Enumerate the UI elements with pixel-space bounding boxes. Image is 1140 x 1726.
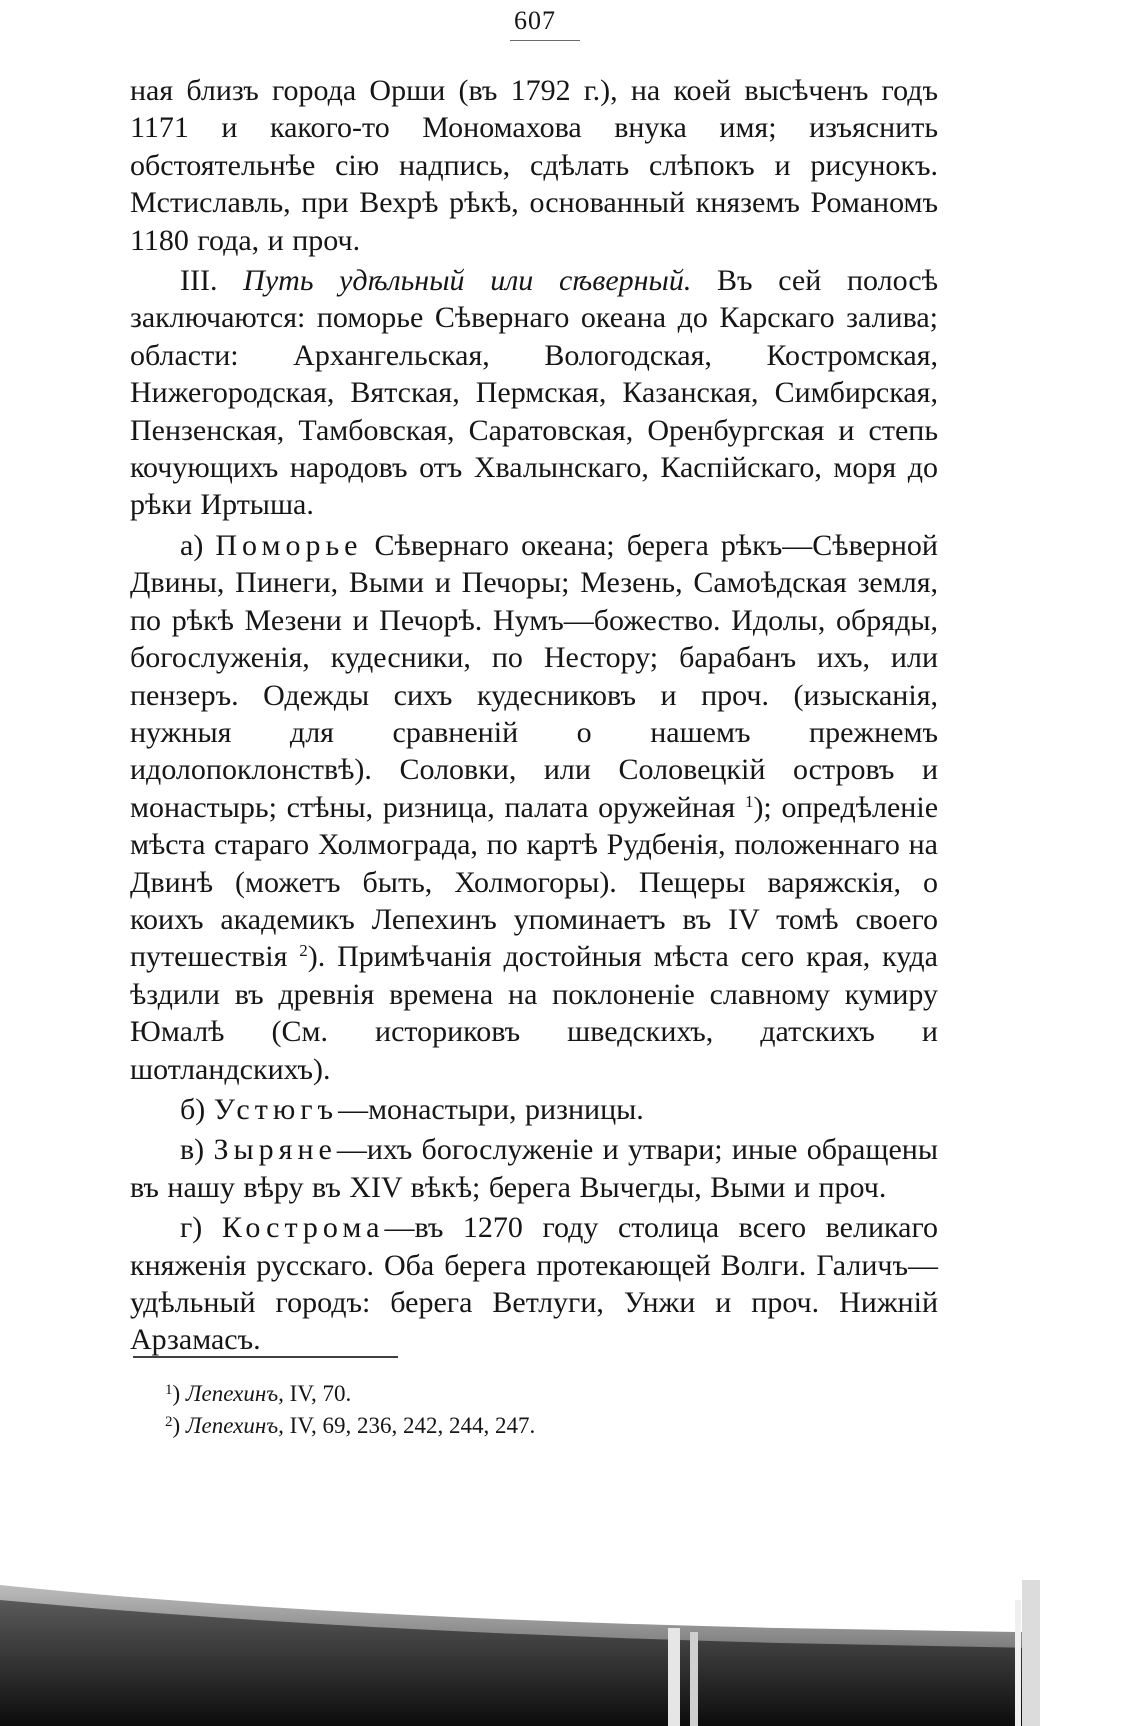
page-number-rule: [510, 40, 580, 41]
item-heading: Зыряне: [213, 1133, 337, 1167]
footnote: $^1$) Лепехинъ, IV, 70.: [165, 1381, 352, 1406]
paragraph-item-b: [130, 1091, 938, 1128]
item-letter: а): [180, 528, 216, 562]
paragraph-text: —монастыри, ризницы.: [338, 1092, 644, 1126]
footnote-text: IV, 69, 236, 242, 244, 247.: [283, 1413, 536, 1438]
footnote-marker: 1: [165, 1382, 173, 1398]
paragraph-text: ). Примѣчанія достойныя мѣста сего края, куда ѣздили въ древнія времена на поклоненіе славному кумиру Юмалѣ (См. историковъ шведскихъ, датскихъ и шотландскихъ).: [130, 940, 938, 1086]
paragraph-text: ); опредѣленіе мѣста стараго Холмограда, по картѣ Рудбенія, положеннаго на Двинѣ (можетъ быть, Холмогоры). Пещеры варяжскія, о коихъ академикъ Лепехинъ упоминаетъ въ IV томѣ своего путешествія: [130, 790, 939, 974]
footnote: $^2$) Лепехинъ, IV, 69, 236, 242, 244, 247.: [165, 1413, 536, 1438]
footnote-marker: 2: [165, 1414, 173, 1430]
paragraph-text: Въ сей полосѣ заключаются: поморье Сѣвернаго океана до Карскаго залива; области: Архангельская, Вологодская, Костромская, Нижегородская, Вятская, Пермская, Казанская, Симбирская, Пензенская, Тамбовская, Саратовская, Оренбургская и степь кочующихъ народовъ отъ Хвалынскаго, Каспійскаго, моря до рѣки Иртыша.: [130, 264, 938, 522]
paragraph-text: Сѣвернаго океана; берега рѣкъ—Сѣверной Двины, Пинеги, Выми и Печоры; Мезень, Самоѣдская земля, по рѣкѣ Мезени и Печорѣ. Нумъ—божество. Идолы, обряды, богослуженія, кудесники, по Нестору; барабанъ ихъ, или пензеръ. Одежды сихъ кудесниковъ и проч. (изысканія, нужныя для сравненій о нашемъ прежнемъ идолопоклонствѣ). Соловки, или Соловецкій островъ и монастырь; стѣны, ризница, палата оружейная: [130, 528, 938, 824]
footnote-reference[interactable]: 2: [299, 941, 308, 961]
paragraph-text: —въ 1270 году столица всего великаго княженія русскаго. Оба берега протекающей Волги. Галичъ—удѣльный городъ: берега Ветлуги, Унжи и проч. Нижній Арзамасъ.: [130, 1211, 938, 1357]
scan-shadow-edge: [0, 1540, 1140, 1726]
section-heading: Путь удѣльный или сѣверный.: [243, 264, 692, 298]
footnote-reference[interactable]: 1: [744, 791, 754, 811]
paragraph-continued: [130, 72, 938, 259]
item-heading: Кострома: [221, 1211, 385, 1245]
item-heading: Поморье: [215, 528, 363, 562]
paragraph-item-v: [130, 1131, 938, 1206]
footnote-text: IV, 70.: [283, 1381, 352, 1406]
item-letter: в): [180, 1133, 214, 1167]
item-letter: г): [180, 1211, 222, 1245]
footnote-author: Лепехинъ,: [185, 1413, 284, 1438]
footnotes: [165, 1378, 865, 1442]
body-text: [130, 72, 938, 1359]
item-letter: б): [180, 1092, 214, 1126]
paragraph-item-g: [130, 1209, 938, 1359]
paragraph-item-a: [130, 527, 938, 1088]
footnote-author: Лепехинъ,: [185, 1381, 284, 1406]
item-heading: Устюгъ: [213, 1092, 339, 1126]
section-number: III.: [180, 264, 244, 298]
page-number: 607: [514, 6, 556, 35]
paragraph-text: ная близъ города Орши (въ 1792 г.), на коей высѣченъ годъ 1171 и какого-то Мономахова внука имя; изъяснить обстоятельнѣе сію надпись, сдѣлать слѣпокъ и рисунокъ. Мстиславль, при Вехрѣ рѣкѣ, основанный княземъ Романомъ 1180 года, и проч.: [130, 74, 938, 257]
footnote-rule: [133, 1356, 398, 1358]
paragraph-section-iii: [130, 262, 938, 524]
paragraph-text: —ихъ богослуженіе и утвари; иные обращены въ нашу вѣру въ XIV вѣкѣ; берега Вычегды, Выми и проч.: [130, 1133, 939, 1204]
